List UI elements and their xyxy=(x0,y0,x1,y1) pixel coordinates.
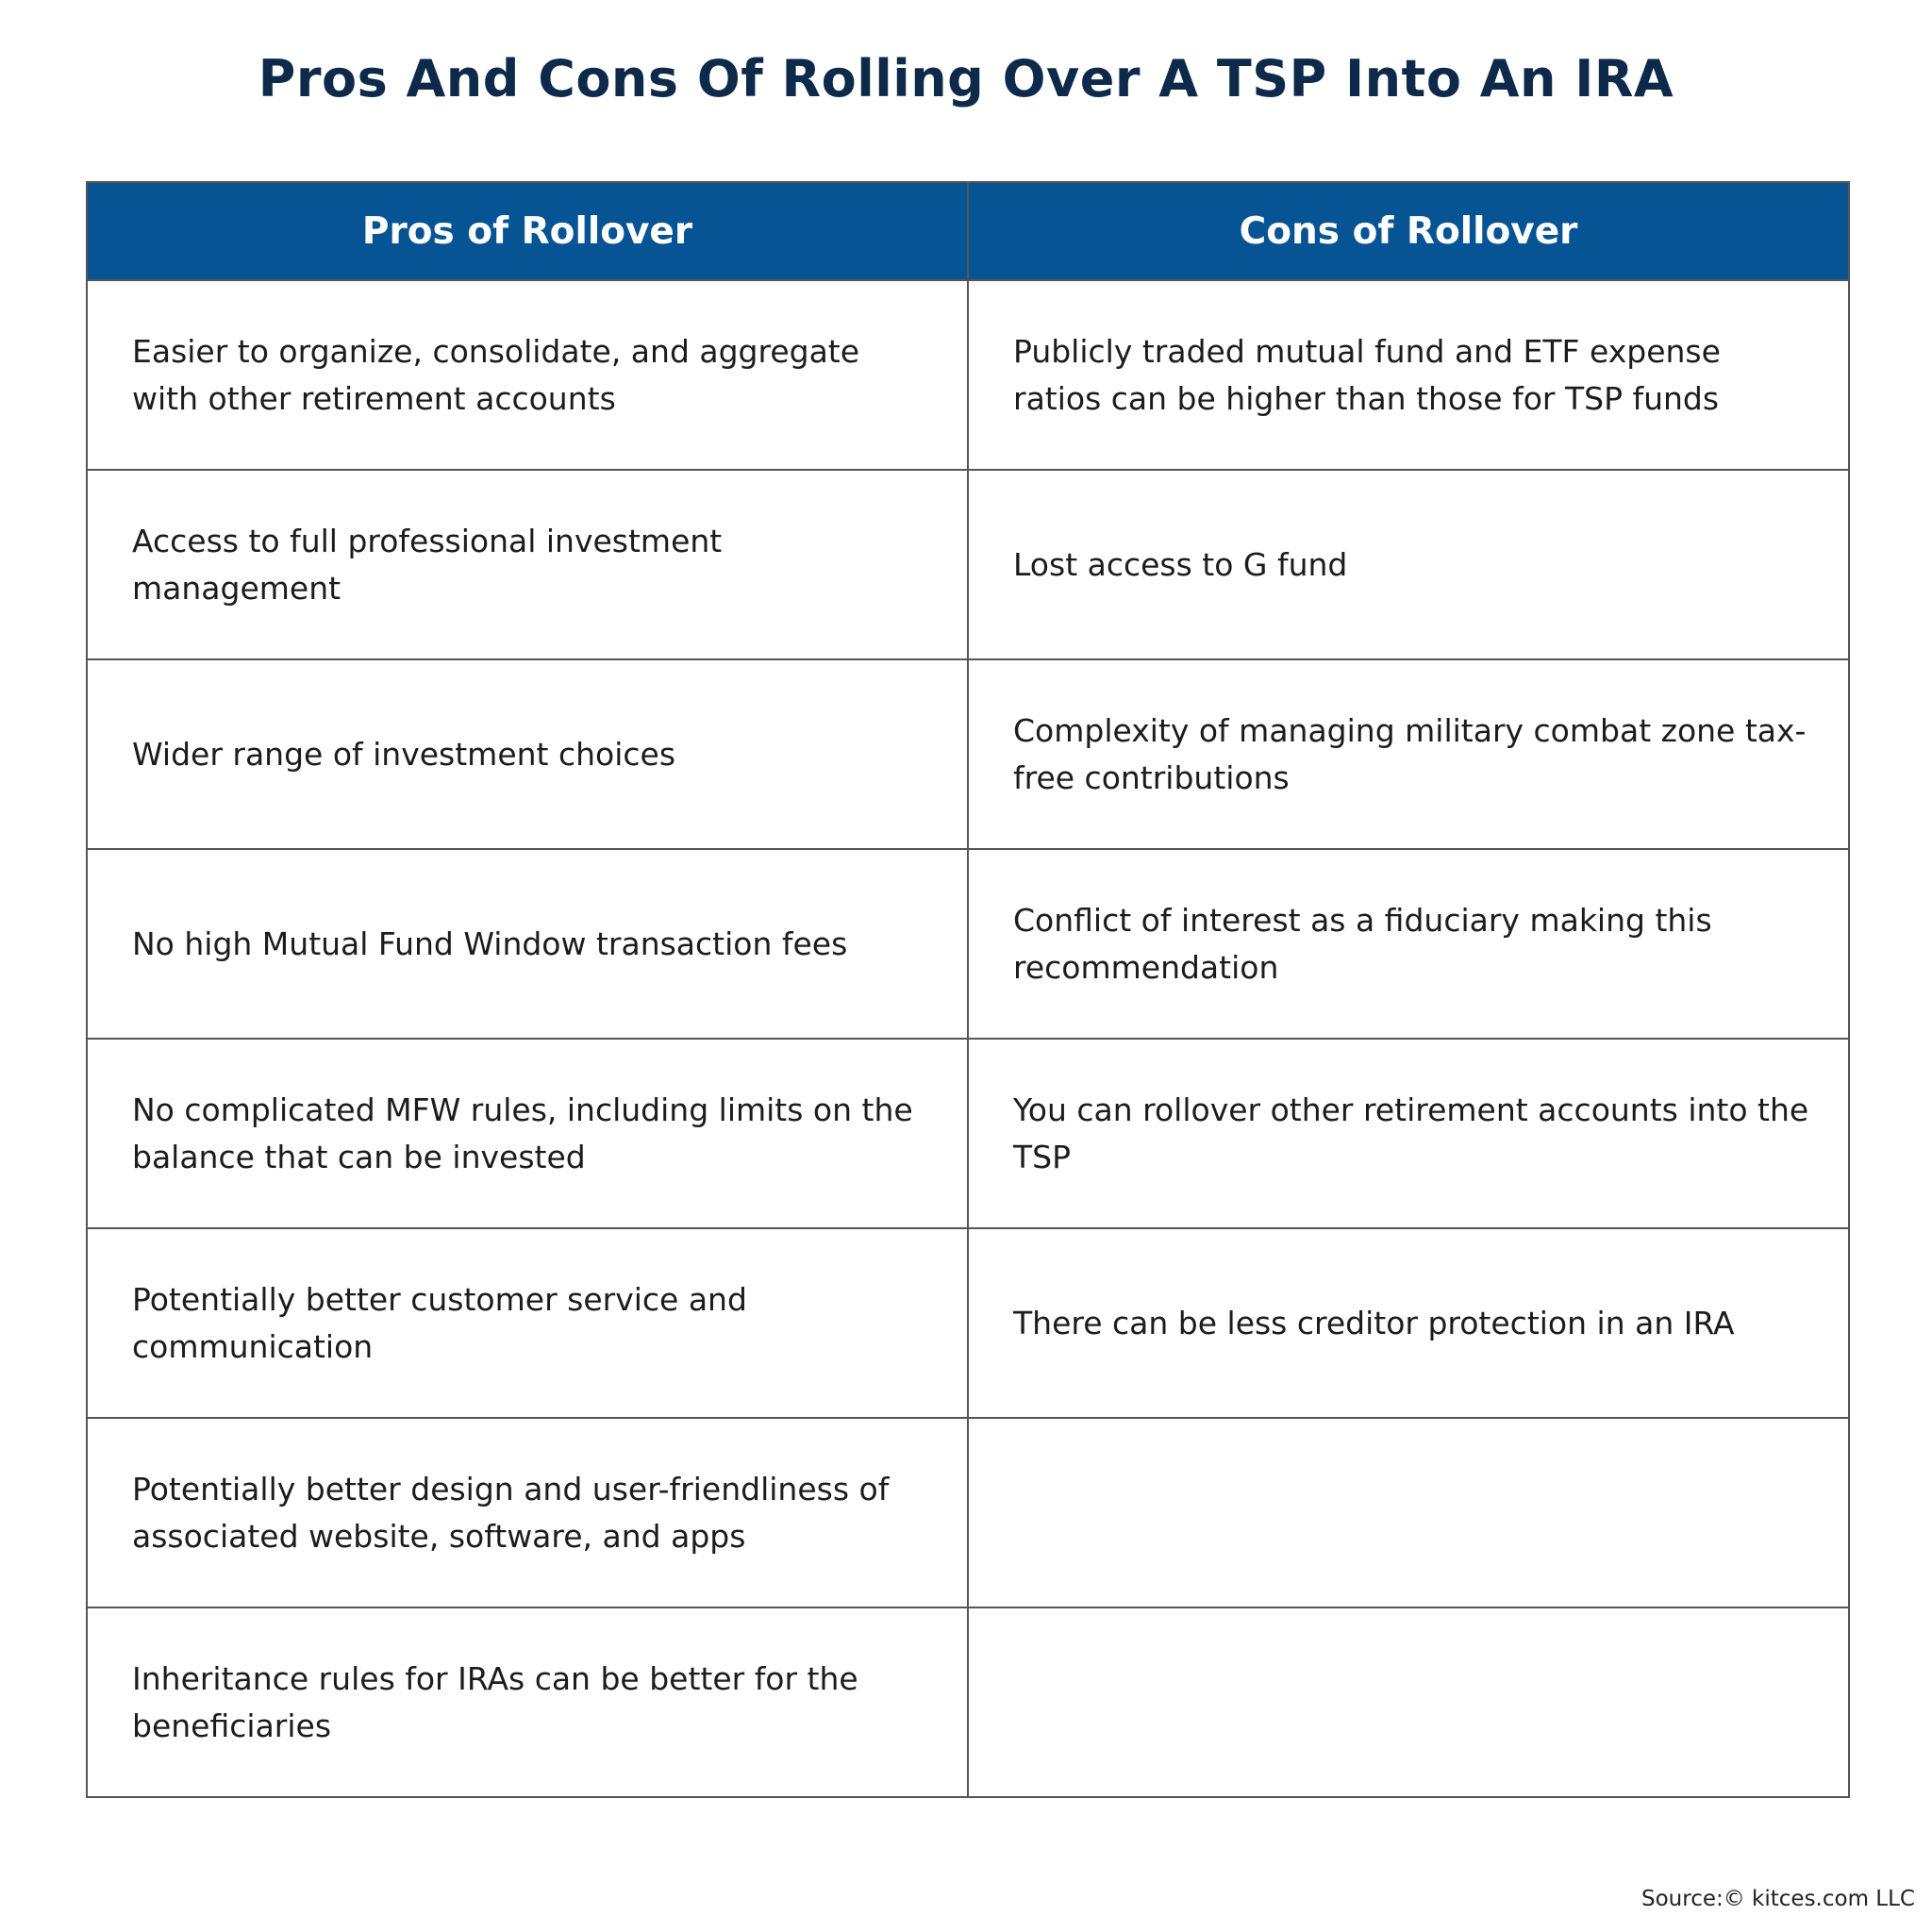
pro-cell: No high Mutual Fund Window transaction fees xyxy=(87,849,968,1039)
con-cell xyxy=(968,1418,1849,1607)
pros-cons-table xyxy=(86,181,1850,1798)
table-row xyxy=(87,470,1849,659)
table-row xyxy=(87,849,1849,1039)
pro-cell: Inheritance rules for IRAs can be better for the beneficiaries xyxy=(87,1607,968,1797)
table-row xyxy=(87,1039,1849,1228)
source-credit: Source:© kitces.com LLC xyxy=(1641,1887,1915,1911)
con-cell: Publicly traded mutual fund and ETF expense ratios can be higher than those for TSP funds xyxy=(968,280,1849,470)
con-cell: Conflict of interest as a fiduciary making this recommendation xyxy=(968,849,1849,1039)
page-title: Pros And Cons Of Rolling Over A TSP Into An IRA xyxy=(258,49,1674,108)
header-cons: Cons of Rollover xyxy=(968,182,1849,280)
pro-cell: Access to full professional investment management xyxy=(87,470,968,659)
table-row xyxy=(87,280,1849,470)
pro-cell: No complicated MFW rules, including limits on the balance that can be invested xyxy=(87,1039,968,1228)
pro-cell: Potentially better customer service and communication xyxy=(87,1228,968,1418)
table-header-row xyxy=(87,182,1849,280)
table-row xyxy=(87,659,1849,849)
pro-cell: Wider range of investment choices xyxy=(87,659,968,849)
con-cell: Complexity of managing military combat zone tax-free contributions xyxy=(968,659,1849,849)
con-cell: Lost access to G fund xyxy=(968,470,1849,659)
table-row xyxy=(87,1607,1849,1797)
pro-cell: Easier to organize, consolidate, and aggregate with other retirement accounts xyxy=(87,280,968,470)
con-cell: You can rollover other retirement accounts into the TSP xyxy=(968,1039,1849,1228)
header-pros: Pros of Rollover xyxy=(87,182,968,280)
table-row xyxy=(87,1228,1849,1418)
con-cell: There can be less creditor protection in an IRA xyxy=(968,1228,1849,1418)
table-row xyxy=(87,1418,1849,1607)
pro-cell: Potentially better design and user-friendliness of associated website, software, and apps xyxy=(87,1418,968,1607)
con-cell xyxy=(968,1607,1849,1797)
